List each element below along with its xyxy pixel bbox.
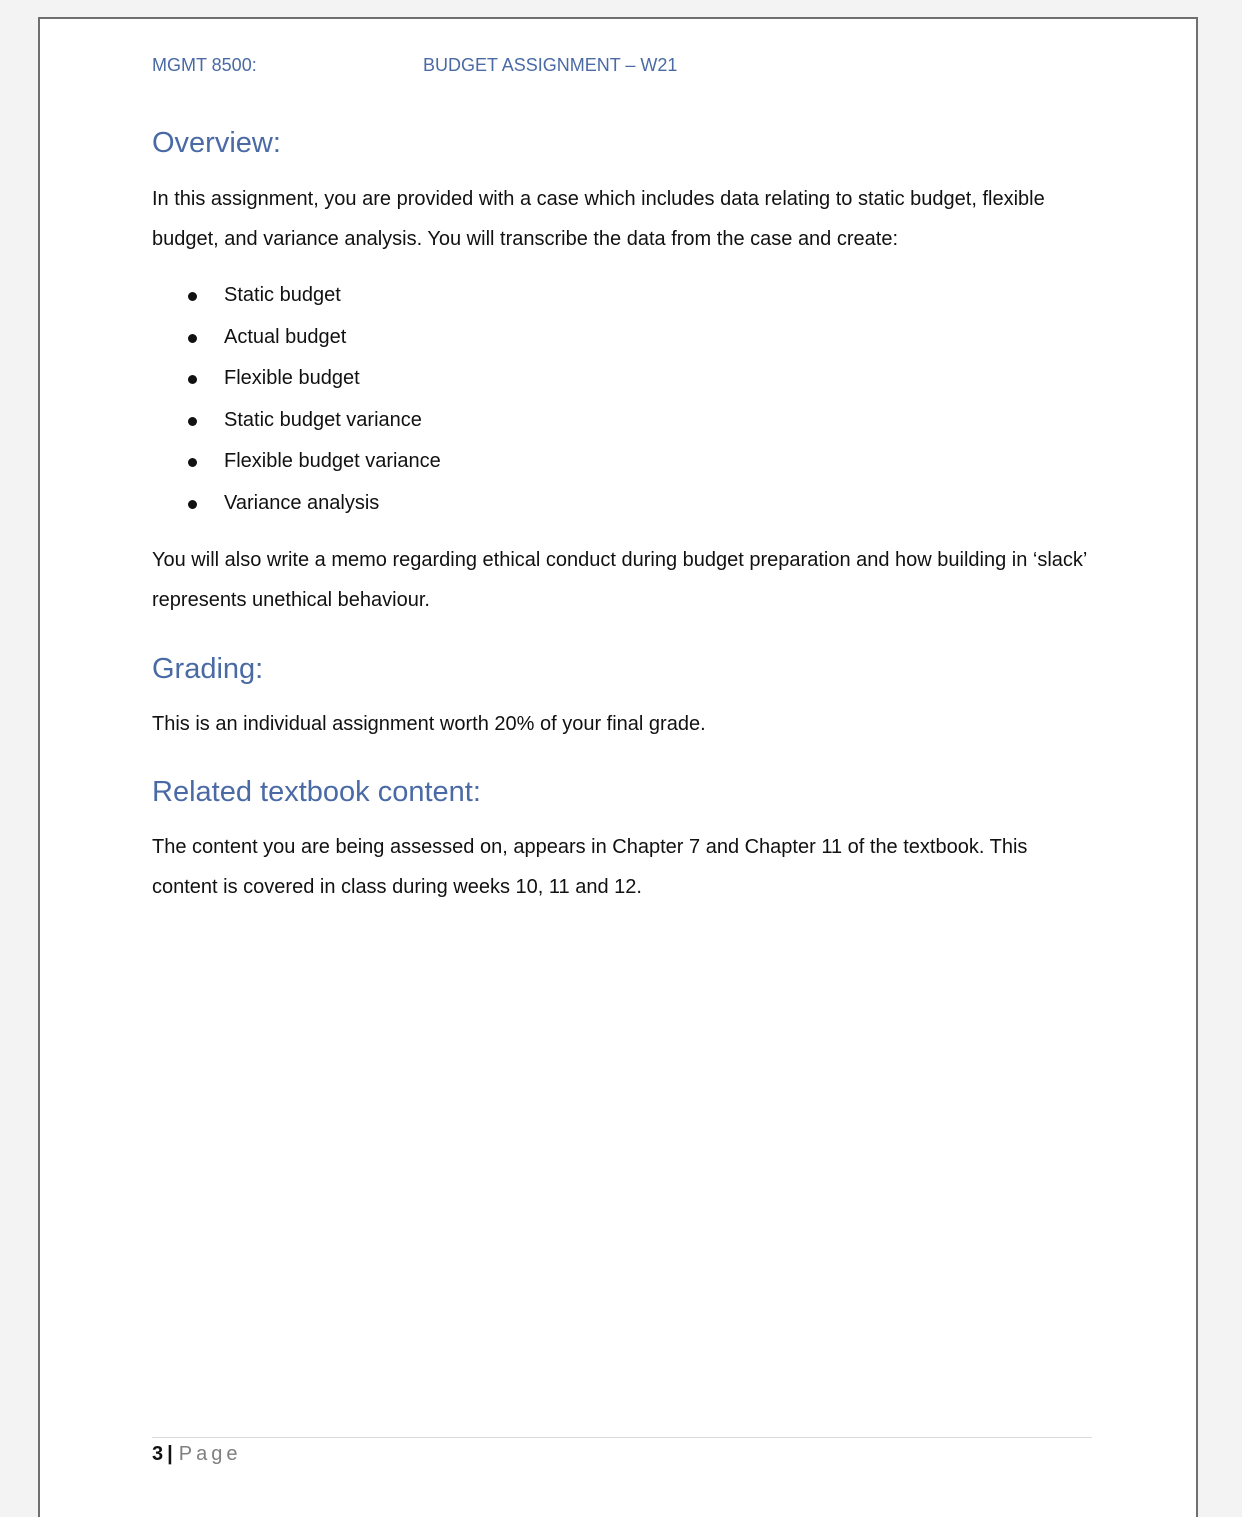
related-content-heading: Related textbook content:	[152, 776, 481, 808]
bullet-icon	[188, 334, 197, 343]
grading-paragraph: This is an individual assignment worth 20% of your final grade.	[152, 713, 706, 735]
page-footer	[152, 1443, 241, 1466]
page-separator: |	[167, 1443, 173, 1465]
page-number: 3	[152, 1443, 164, 1465]
list-item-text: Static budget	[224, 284, 341, 306]
list-item-text: Variance analysis	[224, 491, 380, 514]
list-item-text: Flexible budget	[224, 367, 360, 389]
header-assignment-title: BUDGET ASSIGNMENT – W21	[423, 55, 678, 75]
header-course: MGMT 8500:	[152, 55, 257, 75]
list-item-text: Static budget variance	[224, 408, 422, 431]
grading-heading: Grading:	[152, 653, 264, 685]
related-content-paragraph: The content you are being assessed on, appears in Chapter 7 and Chapter 11 of the textbook. This content is covered in class during weeks 10, 11 and 12.	[152, 836, 1028, 898]
overview-intro: In this assignment, you are provided with a case which includes data relating to static budget, flexible budget, and variance analysis. You will transcribe the data from the case and create:	[152, 188, 1045, 250]
overview-heading: Overview:	[152, 127, 281, 159]
footer-divider	[152, 1437, 1092, 1438]
bullet-icon	[188, 458, 197, 467]
document-page	[38, 17, 1198, 1517]
bullet-icon	[188, 417, 197, 426]
list-item-text: Flexible budget variance	[224, 450, 441, 472]
list-item-text: Actual budget	[224, 325, 347, 348]
bullet-icon	[188, 292, 197, 301]
page-label: Page	[178, 1443, 242, 1465]
memo-paragraph: You will also write a memo regarding ethical conduct during budget preparation and how building in ‘slack’ represents unethical behaviour.	[152, 549, 1087, 611]
bullet-icon	[188, 500, 197, 509]
bullet-icon	[188, 375, 197, 384]
